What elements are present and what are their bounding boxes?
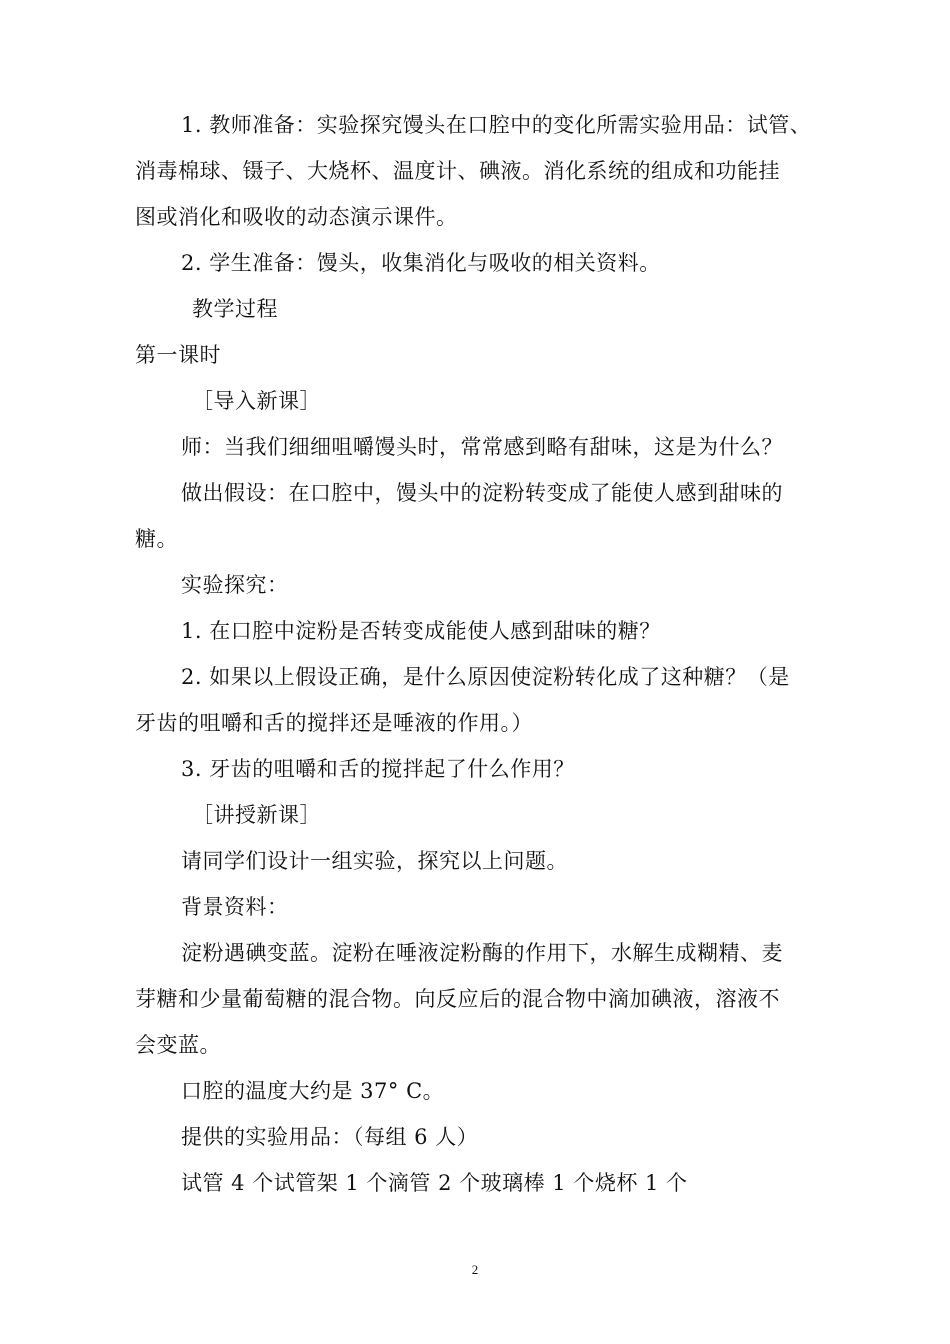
page-number: 2 (471, 1262, 479, 1277)
text-line-mouth-temperature: 口腔的温度大约是 37° C。 (181, 1079, 445, 1103)
text-line-question-2-cont: 牙齿的咀嚼和舌的搅拌还是唾液的作用。） (135, 711, 533, 735)
section-heading-teaching-process: 教学过程 (192, 297, 278, 321)
text-line-hypothesis: 做出假设：在口腔中，馒头中的淀粉转变成了能使人感到甜味的 (181, 481, 783, 505)
text-line-supplies-list: 试管 4 个试管架 1 个滴管 2 个玻璃棒 1 个烧杯 1 个 (181, 1171, 688, 1195)
text-line-background-1: 淀粉遇碘变蓝。淀粉在唾液淀粉酶的作用下，水解生成糊精、麦 (181, 941, 783, 965)
text-line-student-prep: 2. 学生准备：馒头，收集消化与吸收的相关资料。 (181, 251, 661, 275)
text-line-experiment-label: 实验探究： (181, 573, 289, 597)
text-line-teacher-question: 师：当我们细细咀嚼馒头时，常常感到略有甜味，这是为什么？ (181, 435, 783, 459)
text-line-background-3: 会变蓝。 (135, 1033, 221, 1057)
text-line-design-experiment: 请同学们设计一组实验，探究以上问题。 (181, 849, 568, 873)
section-heading-first-lesson: 第一课时 (135, 343, 221, 367)
text-line-background-2: 芽糖和少量葡萄糖的混合物。向反应后的混合物中滴加碘液，溶液不 (135, 987, 780, 1011)
text-line-hypothesis-cont: 糖。 (135, 527, 178, 551)
text-line-question-1: 1. 在口腔中淀粉是否转变成能使人感到甜味的糖？ (181, 619, 661, 643)
text-line-supplies-label: 提供的实验用品：（每组 6 人） (181, 1125, 479, 1149)
text-line-background-label: 背景资料： (181, 895, 289, 919)
text-line-teacher-prep-cont2: 图或消化和吸收的动态演示课件。 (135, 205, 458, 229)
text-line-question-2: 2. 如果以上假设正确，是什么原因使淀粉转化成了这种糖？（是 (181, 665, 790, 689)
section-heading-new-lesson: ［讲授新课］ (192, 803, 321, 827)
section-heading-intro: ［导入新课］ (192, 389, 321, 413)
text-line-teacher-prep: 1. 教师准备：实验探究馒头在口腔中的变化所需实验用品：试管、 (181, 113, 812, 137)
text-line-question-3: 3. 牙齿的咀嚼和舌的搅拌起了什么作用？ (181, 757, 575, 781)
text-line-teacher-prep-cont1: 消毒棉球、镊子、大烧杯、温度计、碘液。消化系统的组成和功能挂 (135, 159, 780, 183)
